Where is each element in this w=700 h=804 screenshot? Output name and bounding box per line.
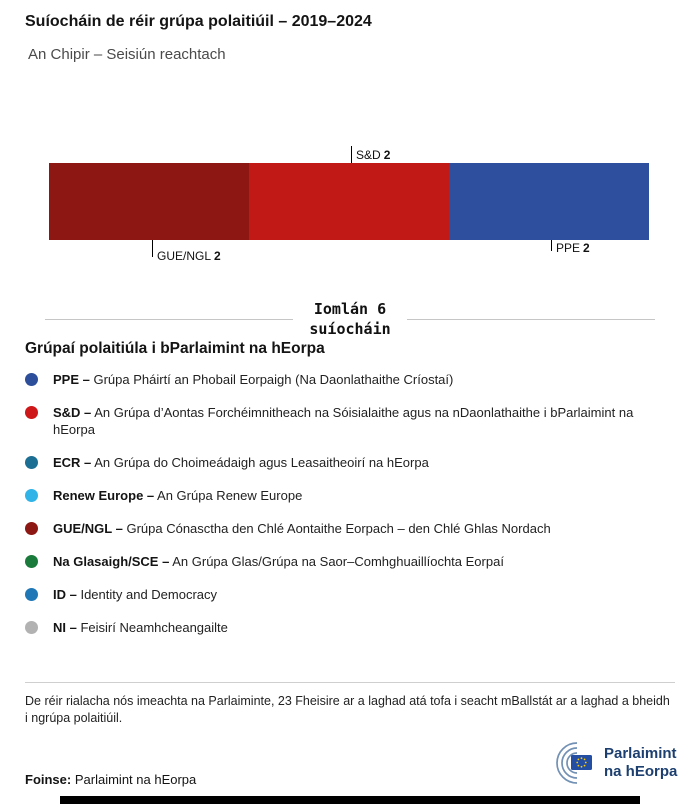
legend-item-text <box>53 619 228 636</box>
footnote-text: De réir rialacha nós imeachta na Parlaiminte, 23 Fheisire ar a laghad atá tofa i seacht mBallstát ar a laghad a bheidh i ngrúpa polaitiúil. <box>25 694 670 725</box>
legend-item-text <box>53 371 453 388</box>
glasaigh-color-dot-icon <box>25 555 38 568</box>
legend-name: An Grúpa Glas/Grúpa na Saor–Comhghuaillíochta Eorpaí <box>172 554 504 569</box>
source-line <box>25 772 196 787</box>
ppe-seat-label <box>556 241 590 255</box>
legend-name: Grúpa Cónasctha den Chlé Aontaithe Eorpach – den Chlé Ghlas Nordach <box>126 521 551 536</box>
logo-wordmark <box>604 745 677 781</box>
legend-name: An Grúpa d’Aontas Forchéimnitheach na Sóisialaithe agus na nDaonlathaithe i bParlaimint na hEorpa <box>53 405 634 437</box>
legend-item-ecr <box>25 454 665 471</box>
stacked-seat-bar <box>49 163 649 240</box>
legend-item-ni <box>25 619 665 636</box>
sd-seat-count: 2 <box>383 148 391 162</box>
legend-item-text <box>53 404 661 438</box>
legend-item-id <box>25 586 665 603</box>
ppe-callout-tick <box>551 240 552 251</box>
gue-ngl-group-name: GUE/NGL <box>157 249 212 263</box>
page-subtitle: An Chipir – Seisiún reachtach <box>28 46 226 63</box>
legend-name: Feisirí Neamhcheangailte <box>80 620 228 635</box>
source-value: Parlaimint na hEorpa <box>74 772 197 787</box>
gue-ngl-callout-tick <box>152 240 153 257</box>
sd-group-name: S&D <box>356 148 381 162</box>
legend-item-ppe <box>25 371 665 388</box>
total-seats-line1: Iomlán 6 <box>313 300 387 318</box>
logo-line1: Parlaimint <box>604 745 677 762</box>
hemicycle-icon <box>533 740 595 786</box>
legend-item-gue-ngl <box>25 520 665 537</box>
bar-segment-ppe <box>449 163 649 240</box>
legend-name: An Grúpa do Choimeádaigh agus Leasaitheoirí na hEorpa <box>94 455 429 470</box>
legend-name: Grúpa Pháirtí an Phobail Eorpaigh (Na Daonlathaithe Críostaí) <box>93 372 454 387</box>
legend-item-glasaigh-sce <box>25 553 665 570</box>
sd-callout-tick <box>351 146 352 163</box>
legend-abbr: ID – <box>53 587 77 602</box>
ppe-color-dot-icon <box>25 373 38 386</box>
sd-seat-label <box>356 148 390 162</box>
legend-name: An Grúpa Renew Europe <box>157 488 303 503</box>
legend-item-renew <box>25 487 665 504</box>
total-seats-line2: suíocháin <box>309 320 391 338</box>
gue-ngl-color-dot-icon <box>25 522 38 535</box>
ppe-group-name: PPE <box>556 241 581 255</box>
legend-name: Identity and Democracy <box>80 587 218 602</box>
renew-color-dot-icon <box>25 489 38 502</box>
legend-abbr: Renew Europe – <box>53 488 155 503</box>
logo-line2: na hEorpa <box>604 763 678 780</box>
legend-item-sd <box>25 404 665 438</box>
legend-item-text <box>53 586 217 603</box>
gue-ngl-seat-count: 2 <box>214 249 221 263</box>
legend-item-text <box>53 487 302 504</box>
eu-flag-icon <box>571 755 592 770</box>
total-seats-row <box>45 299 655 339</box>
page-title: Suíocháin de réir grúpa polaitiúil – 2019–2024 <box>25 13 372 30</box>
source-label: Foinse: <box>25 772 72 787</box>
legend-abbr: S&D – <box>53 405 92 420</box>
legend-list <box>25 371 665 652</box>
legend-heading: Grúpaí polaitiúla i bParlaimint na hEorpa <box>25 340 325 357</box>
legend-item-text <box>53 454 429 471</box>
bar-segment-gue-ngl <box>49 163 249 240</box>
gue-ngl-seat-label <box>157 249 221 263</box>
total-seats-label <box>309 299 390 339</box>
sd-color-dot-icon <box>25 406 38 419</box>
legend-abbr: Na Glasaigh/SCE – <box>53 554 170 569</box>
ecr-color-dot-icon <box>25 456 38 469</box>
european-parliament-logo <box>533 740 677 786</box>
legend-abbr: PPE – <box>53 372 90 387</box>
total-divider-right <box>407 319 655 320</box>
legend-abbr: GUE/NGL – <box>53 521 123 536</box>
total-divider-left <box>45 319 293 320</box>
ppe-seat-count: 2 <box>583 241 590 255</box>
bottom-bar <box>60 796 640 804</box>
legend-abbr: NI – <box>53 620 77 635</box>
ni-color-dot-icon <box>25 621 38 634</box>
legend-abbr: ECR – <box>53 455 92 470</box>
footnote-divider <box>25 682 675 683</box>
id-color-dot-icon <box>25 588 38 601</box>
legend-item-text <box>53 520 551 537</box>
bar-segment-sd <box>249 163 449 240</box>
legend-item-text <box>53 553 504 570</box>
